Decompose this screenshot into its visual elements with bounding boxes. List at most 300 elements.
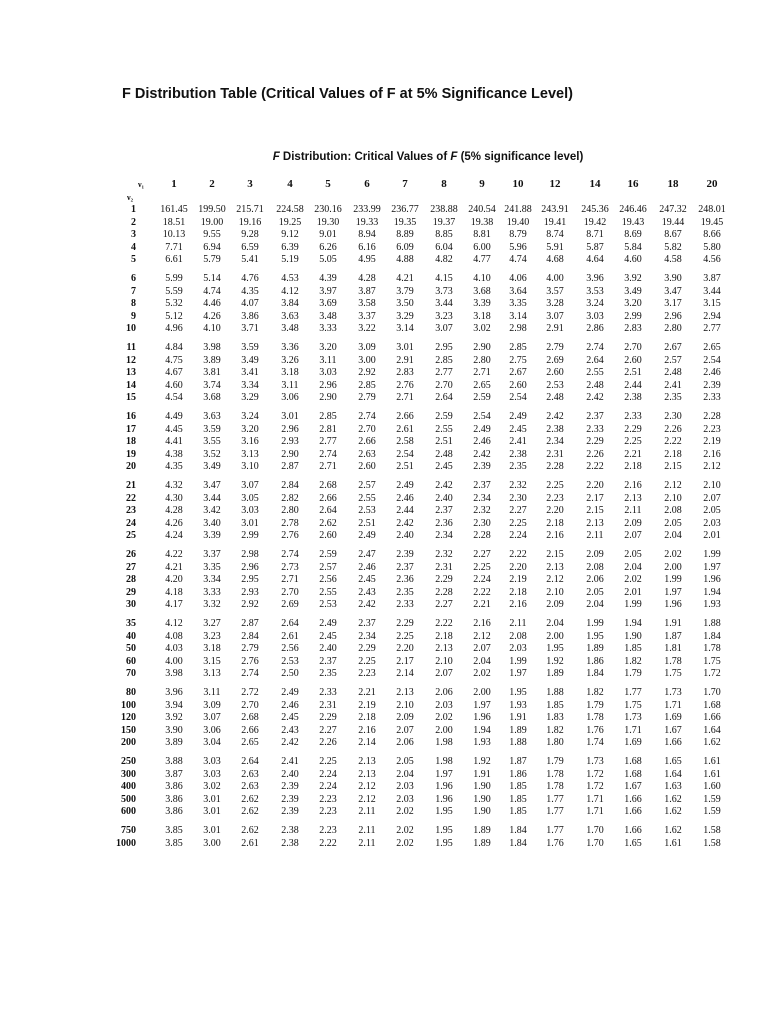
table-cell: 2.28	[546, 461, 564, 473]
table-cell: 2.57	[319, 561, 337, 573]
table-row	[0, 574, 768, 587]
table-row	[0, 342, 768, 355]
table-cell: 3.18	[203, 643, 221, 655]
table-cell: 2.76	[281, 530, 299, 542]
table-cell: 1.77	[624, 687, 642, 698]
column-header: 1	[171, 178, 177, 190]
table-cell: 3.24	[586, 298, 604, 310]
table-cell: 1.59	[703, 806, 721, 818]
table-cell: 1.66	[624, 806, 642, 818]
table-cell: 2.74	[319, 448, 337, 460]
table-cell: 1.81	[664, 643, 682, 655]
table-cell: 2.15	[546, 549, 564, 560]
table-cell: 4.00	[165, 655, 183, 667]
row-df-label: 750	[121, 825, 136, 836]
table-cell: 3.85	[165, 825, 183, 836]
table-cell: 4.00	[546, 273, 564, 284]
table-cell: 1.82	[586, 687, 604, 698]
table-row	[0, 549, 768, 562]
page-title: F Distribution Table (Critical Values of F at 5% Significance Level)	[122, 86, 573, 102]
table-cell: 3.90	[664, 273, 682, 284]
table-cell: 4.35	[241, 285, 259, 297]
table-cell: 2.54	[703, 354, 721, 366]
table-cell: 3.39	[473, 298, 491, 310]
table-cell: 2.00	[546, 630, 564, 642]
table-cell: 6.04	[435, 241, 453, 253]
table-cell: 2.18	[546, 517, 564, 529]
table-cell: 1.95	[546, 643, 564, 655]
row-df-label: 7	[131, 285, 136, 297]
row-df-label: 300	[121, 768, 136, 780]
table-cell: 3.03	[319, 367, 337, 379]
table-cell: 3.29	[241, 392, 259, 404]
table-cell: 2.76	[396, 379, 414, 391]
table-cell: 2.42	[586, 392, 604, 404]
table-cell: 1.89	[473, 837, 491, 849]
table-cell: 2.65	[473, 379, 491, 391]
table-cell: 3.74	[203, 379, 221, 391]
table-cell: 2.34	[435, 530, 453, 542]
table-cell: 2.33	[396, 599, 414, 611]
table-cell: 1.80	[546, 737, 564, 749]
table-cell: 19.35	[393, 216, 417, 228]
table-cell: 2.51	[435, 436, 453, 448]
table-cell: 1.96	[703, 574, 721, 586]
table-cell: 2.77	[703, 323, 721, 335]
table-cell: 9.12	[281, 229, 299, 241]
table-cell: 2.62	[241, 793, 259, 805]
table-cell: 2.60	[319, 530, 337, 542]
table-cell: 3.01	[281, 411, 299, 422]
table-cell: 199.50	[198, 204, 226, 215]
table-cell: 2.13	[586, 517, 604, 529]
table-cell: 2.32	[435, 549, 453, 560]
table-cell: 2.66	[241, 724, 259, 736]
table-cell: 3.33	[203, 586, 221, 598]
table-cell: 2.77	[319, 436, 337, 448]
table-cell: 2.09	[586, 549, 604, 560]
table-cell: 2.75	[509, 354, 527, 366]
table-cell: 3.01	[203, 806, 221, 818]
table-cell: 2.28	[703, 411, 721, 422]
row-df-label: 11	[126, 342, 136, 353]
table-cell: 2.22	[435, 618, 453, 629]
table-cell: 1.69	[624, 737, 642, 749]
table-cell: 4.10	[473, 273, 491, 284]
table-cell: 4.60	[624, 254, 642, 266]
row-df-label: 10	[126, 323, 136, 335]
table-cell: 2.35	[319, 668, 337, 680]
table-cell: 1.75	[703, 655, 721, 667]
table-cell: 3.47	[664, 285, 682, 297]
table-cell: 9.01	[319, 229, 337, 241]
row-df-label: 1	[131, 204, 136, 215]
table-cell: 2.67	[664, 342, 682, 353]
row-df-label: 21	[126, 480, 136, 491]
table-cell: 2.90	[281, 448, 299, 460]
caption-f-symbol: F	[272, 151, 280, 163]
table-row	[0, 806, 768, 819]
table-cell: 1.68	[703, 699, 721, 711]
table-cell: 5.32	[165, 298, 183, 310]
table-row	[0, 392, 768, 405]
table-cell: 1.86	[586, 655, 604, 667]
table-cell: 3.13	[203, 668, 221, 680]
table-cell: 1.97	[435, 768, 453, 780]
table-cell: 1.85	[546, 699, 564, 711]
table-cell: 2.38	[509, 448, 527, 460]
table-cell: 2.35	[396, 586, 414, 598]
table-cell: 240.54	[468, 204, 496, 215]
table-cell: 2.09	[624, 517, 642, 529]
table-cell: 2.25	[319, 756, 337, 767]
table-row	[0, 480, 768, 493]
table-cell: 2.20	[396, 643, 414, 655]
table-cell: 3.07	[241, 480, 259, 491]
table-cell: 2.05	[703, 505, 721, 517]
table-cell: 19.37	[432, 216, 456, 228]
table-cell: 5.19	[281, 254, 299, 266]
table-cell: 2.08	[586, 561, 604, 573]
table-cell: 2.83	[396, 367, 414, 379]
table-cell: 1.89	[586, 643, 604, 655]
caption-text: Distribution: Critical Values of	[279, 151, 451, 163]
table-cell: 4.08	[165, 630, 183, 642]
table-row	[0, 668, 768, 681]
table-cell: 2.79	[546, 342, 564, 353]
table-cell: 2.27	[435, 599, 453, 611]
row-df-label: 5	[131, 254, 136, 266]
row-df-label: 25	[126, 530, 136, 542]
table-cell: 2.53	[319, 599, 337, 611]
table-cell: 1.77	[546, 806, 564, 818]
table-cell: 2.56	[319, 574, 337, 586]
table-cell: 2.15	[586, 505, 604, 517]
table-cell: 2.63	[241, 781, 259, 793]
table-cell: 2.49	[358, 530, 376, 542]
table-cell: 1.72	[586, 781, 604, 793]
table-cell: 2.02	[473, 668, 491, 680]
row-df-label: 80	[126, 687, 136, 698]
table-cell: 19.45	[700, 216, 724, 228]
table-cell: 1.91	[509, 712, 527, 724]
column-header: 2	[209, 178, 215, 190]
table-cell: 2.29	[624, 423, 642, 435]
table-cell: 2.69	[546, 354, 564, 366]
table-cell: 2.99	[241, 530, 259, 542]
table-cell: 2.31	[319, 699, 337, 711]
table-cell: 2.37	[586, 411, 604, 422]
table-cell: 2.46	[703, 367, 721, 379]
table-cell: 2.43	[358, 586, 376, 598]
table-cell: 3.17	[664, 298, 682, 310]
table-cell: 2.02	[435, 712, 453, 724]
table-cell: 236.77	[391, 204, 419, 215]
table-cell: 2.09	[546, 599, 564, 611]
table-cell: 3.00	[203, 837, 221, 849]
table-cell: 1.70	[586, 825, 604, 836]
table-cell: 2.11	[358, 837, 376, 849]
table-cell: 2.68	[241, 712, 259, 724]
table-cell: 1.62	[703, 737, 721, 749]
table-cell: 9.28	[241, 229, 259, 241]
table-cell: 3.86	[241, 310, 259, 322]
table-cell: 2.39	[281, 806, 299, 818]
table-cell: 2.24	[319, 768, 337, 780]
table-cell: 5.99	[165, 273, 183, 284]
row-df-label: 200	[121, 737, 136, 749]
table-cell: 2.01	[703, 530, 721, 542]
table-cell: 8.71	[586, 229, 604, 241]
table-cell: 6.09	[396, 241, 414, 253]
table-cell: 2.96	[241, 561, 259, 573]
table-cell: 2.23	[319, 793, 337, 805]
table-cell: 3.03	[241, 505, 259, 517]
table-cell: 1.63	[664, 781, 682, 793]
table-cell: 2.39	[703, 379, 721, 391]
table-cell: 18.51	[162, 216, 186, 228]
table-cell: 1.70	[703, 687, 721, 698]
table-cell: 1.66	[703, 712, 721, 724]
table-row	[0, 618, 768, 631]
table-cell: 2.64	[435, 392, 453, 404]
table-cell: 1.79	[624, 668, 642, 680]
table-cell: 3.06	[203, 724, 221, 736]
table-cell: 5.12	[165, 310, 183, 322]
row-df-label: 15	[126, 392, 136, 404]
table-cell: 2.74	[586, 342, 604, 353]
table-cell: 5.80	[703, 241, 721, 253]
table-cell: 3.97	[319, 285, 337, 297]
table-cell: 19.25	[278, 216, 302, 228]
table-cell: 2.55	[319, 586, 337, 598]
table-cell: 1.83	[546, 712, 564, 724]
table-cell: 2.21	[358, 687, 376, 698]
table-cell: 1.66	[624, 825, 642, 836]
table-cell: 2.98	[241, 549, 259, 560]
table-cell: 2.41	[509, 436, 527, 448]
table-cell: 3.63	[281, 310, 299, 322]
table-cell: 2.51	[624, 367, 642, 379]
table-cell: 3.20	[319, 342, 337, 353]
table-cell: 3.87	[165, 768, 183, 780]
row-df-label: 50	[126, 643, 136, 655]
table-cell: 2.45	[435, 461, 453, 473]
table-cell: 4.76	[241, 273, 259, 284]
table-cell: 2.60	[509, 379, 527, 391]
table-cell: 2.22	[509, 549, 527, 560]
table-cell: 2.33	[319, 687, 337, 698]
table-cell: 2.05	[396, 756, 414, 767]
table-cell: 4.24	[165, 530, 183, 542]
table-cell: 3.03	[203, 768, 221, 780]
table-cell: 2.85	[319, 411, 337, 422]
table-cell: 2.76	[241, 655, 259, 667]
table-cell: 1.77	[546, 793, 564, 805]
table-cell: 3.34	[203, 574, 221, 586]
table-cell: 2.61	[241, 837, 259, 849]
table-cell: 4.06	[509, 273, 527, 284]
table-cell: 2.44	[624, 379, 642, 391]
table-cell: 3.16	[241, 436, 259, 448]
table-cell: 2.32	[473, 505, 491, 517]
table-cell: 247.32	[659, 204, 687, 215]
table-cell: 1.77	[546, 825, 564, 836]
table-cell: 2.85	[358, 379, 376, 391]
table-row	[0, 273, 768, 286]
table-cell: 241.88	[504, 204, 532, 215]
table-row	[0, 700, 768, 713]
table-cell: 2.25	[473, 561, 491, 573]
row-df-label: 13	[126, 367, 136, 379]
table-row	[0, 631, 768, 644]
table-cell: 2.31	[546, 448, 564, 460]
table-cell: 2.62	[241, 806, 259, 818]
table-cell: 2.10	[664, 492, 682, 504]
table-cell: 2.36	[435, 517, 453, 529]
table-cell: 1.99	[509, 655, 527, 667]
table-cell: 2.30	[664, 411, 682, 422]
table-cell: 3.11	[319, 354, 337, 366]
table-cell: 3.20	[624, 298, 642, 310]
row-df-label: 8	[131, 298, 136, 310]
table-cell: 2.07	[473, 643, 491, 655]
table-cell: 3.05	[241, 492, 259, 504]
table-row	[0, 298, 768, 311]
table-cell: 2.64	[319, 505, 337, 517]
table-cell: 1.76	[546, 837, 564, 849]
table-cell: 2.38	[281, 837, 299, 849]
table-cell: 4.82	[435, 254, 453, 266]
table-cell: 1.92	[546, 655, 564, 667]
table-cell: 1.71	[586, 806, 604, 818]
table-cell: 4.54	[165, 392, 183, 404]
table-row	[0, 461, 768, 474]
table-cell: 1.82	[546, 724, 564, 736]
row-df-label: 18	[126, 436, 136, 448]
table-row	[0, 530, 768, 543]
table-cell: 1.67	[664, 724, 682, 736]
table-cell: 19.00	[200, 216, 224, 228]
table-cell: 3.01	[203, 825, 221, 836]
table-cell: 3.09	[358, 342, 376, 353]
table-cell: 2.12	[358, 781, 376, 793]
table-cell: 2.39	[281, 793, 299, 805]
table-cell: 2.33	[624, 411, 642, 422]
table-cell: 3.40	[203, 517, 221, 529]
table-cell: 2.27	[473, 549, 491, 560]
nu1-label: ν₁	[138, 180, 144, 189]
table-cell: 3.88	[165, 756, 183, 767]
table-cell: 2.25	[358, 655, 376, 667]
table-cell: 2.48	[435, 448, 453, 460]
table-cell: 2.80	[664, 323, 682, 335]
table-cell: 2.04	[396, 768, 414, 780]
table-cell: 5.91	[546, 241, 564, 253]
table-cell: 2.49	[396, 480, 414, 491]
table-cell: 2.00	[664, 561, 682, 573]
table-row	[0, 737, 768, 750]
table-cell: 4.38	[165, 448, 183, 460]
table-cell: 238.88	[430, 204, 458, 215]
table-cell: 3.28	[546, 298, 564, 310]
table-cell: 5.59	[165, 285, 183, 297]
table-cell: 3.59	[203, 423, 221, 435]
table-cell: 1.98	[435, 756, 453, 767]
table-row	[0, 825, 768, 838]
table-cell: 2.92	[358, 367, 376, 379]
table-cell: 2.00	[435, 724, 453, 736]
table-cell: 1.73	[624, 712, 642, 724]
column-header: 9	[479, 178, 485, 190]
table-cell: 2.11	[586, 530, 604, 542]
table-cell: 3.73	[435, 285, 453, 297]
table-row	[0, 436, 768, 449]
table-cell: 1.59	[703, 793, 721, 805]
table-cell: 1.61	[664, 837, 682, 849]
table-cell: 2.71	[396, 392, 414, 404]
table-cell: 3.06	[281, 392, 299, 404]
table-cell: 2.23	[358, 668, 376, 680]
table-cell: 3.23	[203, 630, 221, 642]
table-cell: 1.91	[664, 618, 682, 629]
table-cell: 1.73	[586, 756, 604, 767]
table-cell: 2.18	[435, 630, 453, 642]
table-cell: 3.07	[546, 310, 564, 322]
table-cell: 2.99	[624, 310, 642, 322]
table-cell: 6.16	[358, 241, 376, 253]
table-cell: 2.14	[358, 737, 376, 749]
table-cell: 2.22	[664, 436, 682, 448]
table-cell: 3.79	[396, 285, 414, 297]
table-cell: 1.84	[509, 837, 527, 849]
table-cell: 2.21	[473, 599, 491, 611]
table-cell: 3.52	[203, 448, 221, 460]
table-row	[0, 643, 768, 656]
table-cell: 19.38	[470, 216, 494, 228]
table-cell: 1.90	[473, 793, 491, 805]
table-cell: 3.44	[435, 298, 453, 310]
table-cell: 4.35	[165, 461, 183, 473]
table-cell: 2.30	[473, 517, 491, 529]
table-cell: 1.78	[586, 712, 604, 724]
table-cell: 248.01	[698, 204, 726, 215]
table-cell: 3.35	[203, 561, 221, 573]
table-cell: 1.95	[435, 837, 453, 849]
table-cell: 2.29	[358, 643, 376, 655]
table-cell: 2.35	[509, 461, 527, 473]
table-cell: 1.85	[509, 781, 527, 793]
table-cell: 2.70	[435, 379, 453, 391]
table-cell: 2.61	[281, 630, 299, 642]
row-df-label: 20	[126, 461, 136, 473]
table-cell: 6.39	[281, 241, 299, 253]
table-cell: 3.85	[165, 837, 183, 849]
table-cell: 1.97	[509, 668, 527, 680]
table-cell: 2.91	[546, 323, 564, 335]
table-cell: 1.65	[664, 756, 682, 767]
table-cell: 2.46	[281, 699, 299, 711]
table-cell: 2.44	[396, 505, 414, 517]
table-cell: 2.68	[319, 480, 337, 491]
table-cell: 2.37	[473, 480, 491, 491]
table-cell: 2.64	[586, 354, 604, 366]
table-cell: 2.29	[319, 712, 337, 724]
table-cell: 2.46	[396, 492, 414, 504]
table-cell: 2.55	[586, 367, 604, 379]
table-cell: 2.06	[396, 737, 414, 749]
table-cell: 8.67	[664, 229, 682, 241]
